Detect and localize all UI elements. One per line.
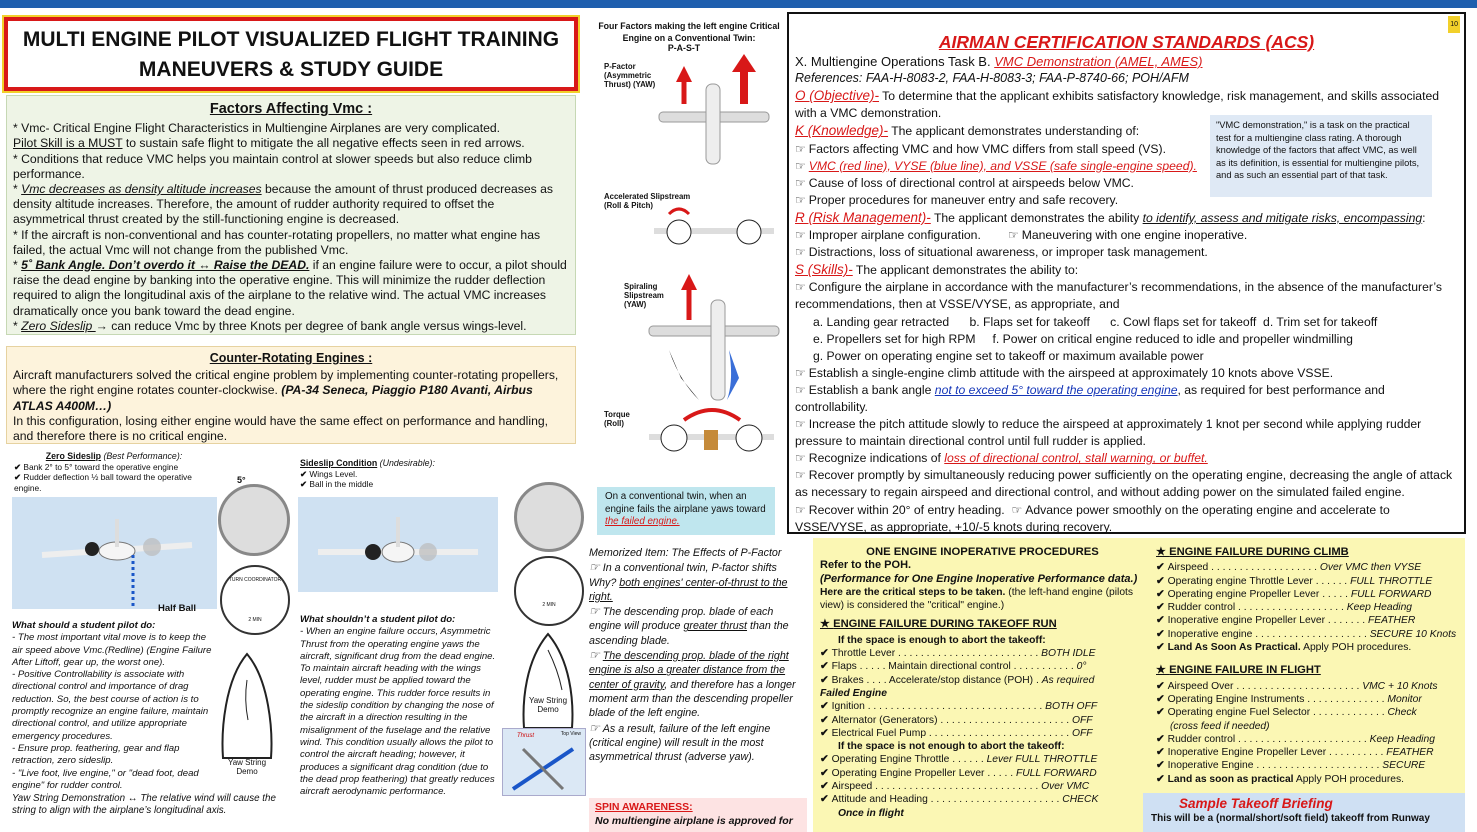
run-item-2-l: Flaps . . . . . Maintain directional control . . . . . . . . . . .	[831, 661, 1074, 673]
flight-crossfeed: (cross feed if needed)	[1170, 720, 1270, 732]
memo-l3	[589, 648, 807, 720]
acs-s1	[795, 279, 1458, 313]
factors-p3: * Conditions that reduce VMC helps you maintain control at slower speeds but also reduce climb performance.	[13, 151, 532, 181]
acs-s-label: S (Skills)-	[795, 262, 853, 278]
zero-sideslip-title-row	[14, 451, 214, 462]
factors-p4-rest: because the amount of thrust produced decreases as density altitude increases. Therefore, the amount of rudder authority required to offset the asymmetrical thrust created by the still-functioning engine is decreased.	[13, 182, 553, 227]
climb-item-6-r: SECURE 10 Knots	[1369, 628, 1457, 640]
briefing-text: This will be a (normal/short/soft field) takeoff from Runway	[1151, 813, 1430, 824]
four-factors-panel	[584, 20, 784, 466]
climb-item-2: ✔ Operating engine Throttle Lever . . . . . . FULL THROTTLE	[1156, 575, 1433, 587]
oei-steps-rest: (the left-hand engine (pilots view) is considered the "critical" engine.)	[820, 586, 1134, 612]
tc-label: TURN COORDINATOR	[228, 577, 282, 583]
bank-5-label: 5°	[237, 475, 246, 485]
climb-land-rest: Apply POH procedures.	[1300, 642, 1412, 654]
zs-item-1-text: Bank 2° to 5° toward the operative engine	[23, 461, 179, 472]
counter-rotating-p2: In this configuration, losing either engine would have the same effect on performance and handling, and therefore there is no critical engine.	[13, 413, 549, 444]
memo-l4	[589, 721, 807, 765]
acs-s2	[795, 365, 1458, 382]
acs-s-text: The applicant demonstrates the ability to:	[852, 263, 1079, 278]
climb-item-4-l: Rudder control . . . . . . . . . . . . . . . . . . .	[1167, 602, 1344, 614]
climb-item-6-l: Inoperative engine . . . . . . . . . . . . . . . . . . . .	[1167, 628, 1367, 640]
counter-rotating-heading: Counter-Rotating Engines :	[209, 351, 373, 365]
spin-awareness-panel	[589, 798, 807, 832]
sideslip-header	[300, 458, 510, 490]
yaw-string-label-left: Yaw String Demo	[227, 758, 267, 776]
factors-p7-rest: → can reduce Vmc by three Knots per degree of bank angle versus wings-level.	[95, 318, 527, 333]
acs-s3-b: , as required for best performance and controllability.	[795, 382, 1385, 414]
acs-s3-u: not to exceed 5° toward the operating engine	[934, 382, 1178, 397]
pointing-hand-icon: ☞	[795, 468, 806, 483]
sideslip-sub: (Undesirable):	[379, 458, 435, 468]
ne-item-1-r: Lever FULL THROTTLE	[986, 754, 1098, 766]
acs-r-item-3-text: Distractions, loss of situational awareness, or improper task management.	[808, 245, 1208, 260]
tc-min-label: 2 MIN	[248, 617, 262, 623]
flight-item-5-l: Inoperative Engine Propeller Lever . . . . . . . . . .	[1167, 747, 1384, 759]
cr-p1-text: Aircraft manufacturers solved the critical engine problem by implementing counter-rotating propellers, where the right engine rotates counter-clockwise.	[13, 368, 559, 398]
acs-s1-g: g. Power on operating engine set to takeoff or maximum available power	[813, 348, 1204, 363]
failed-item-2-l: Alternator (Generators) . . . . . . . . . . . . . . . . . . . . . . .	[831, 714, 1070, 726]
memo-heading: Memorized Item: The Effects of P-Factor	[589, 547, 782, 559]
factors-p6-u: 5˚ Bank Angle. Don’t overdo it ↔ Raise the DEAD.	[21, 258, 310, 273]
pointing-hand-icon: ☞	[795, 280, 806, 295]
acs-s6	[795, 467, 1458, 501]
flight-item-4-l: Rudder control . . . . . . . . . . . . . . . . . . . . . . .	[1167, 733, 1367, 745]
acs-skills	[795, 261, 1458, 279]
acs-k-item-1-text: Factors affecting VMC and how VMC differs from stall speed (VS).	[808, 141, 1166, 156]
torque-plane-icon	[644, 402, 779, 462]
flight-item-5: ✔ Inoperative Engine Propeller Lever . . . . . . . . . . FEATHER	[1156, 747, 1434, 759]
pointing-hand-icon: ☞	[795, 228, 806, 243]
sideslip-heading: Sideslip Condition	[300, 458, 378, 468]
zs-body-2: - Positive Controllability is associate with directional control and importance of drag reduction. So, the best course of action is to promptly recognize an engine failure, maintain directional control, and utilize appropriate emergency procedures.	[12, 669, 209, 742]
factors-vmc-panel	[6, 95, 576, 335]
ne-item-4-l: Attitude and Heading . . . . . . . . . . . . . . . . . . . . . . .	[831, 794, 1060, 806]
factors-vmc-heading: Factors Affecting Vmc :	[209, 101, 373, 117]
pointing-hand-icon: ☞	[1007, 228, 1019, 243]
flight-item-6-r: SECURE	[1382, 760, 1426, 772]
climb-item-6: ✔ Inoperative engine . . . . . . . . . . . . . . . . . . . . SECURE 10 Knots	[1156, 628, 1457, 640]
acs-s5-u: loss of directional control, stall warning, or buffet.	[944, 451, 1208, 466]
past-acronym: P-A-S-T	[667, 43, 701, 53]
flight-item-6-l: Inoperative Engine . . . . . . . . . . . . . . . . . . . . . .	[1167, 760, 1380, 772]
flight-item-1-r: VMC + 10 Knots	[1362, 680, 1438, 692]
failed-item-1-r: BOTH OFF	[1045, 701, 1098, 713]
ss-body: - When an engine failure occurs, Asymmetric Thrust from the operating engine yaws the aircraft, significant drug from the dead engine. To maintain aircraft heading with the wings level, rudder must be applied toward the operating engine. This rudder force results in the sideslip condition by changing the nose of the aircraft in a direction resulting in the misalignment of the fuselage and the relative wind. This condition usually allows the pilot to control the aircraft heading; however, it produces a significant drag condition (due to the dead prop feathering) that greatly reduces aircraft aerodynamic performance.	[300, 626, 496, 798]
run-item-3: ✔ Brakes . . . . Accelerate/stop distance (POH) . As required	[820, 674, 1095, 686]
failed-engine-note-red: the failed engine.	[605, 516, 680, 528]
failed-engine-heading: Failed Engine	[820, 687, 887, 699]
cr-p1-examples: (PA-34 Seneca, Piaggio P180 Avanti, Airbus ATLAS A400M…)	[13, 383, 533, 413]
factors-p7-u: Zero Sideslip	[21, 318, 96, 333]
acs-s7-a: Recover within 20° of entry heading.	[808, 502, 1005, 517]
failed-item-3-r: OFF	[1071, 727, 1093, 739]
acs-s1-e: e. Propellers set for high RPM f. Power on critical engine reduced to idle and propeller windmilling	[813, 331, 1353, 346]
pointing-hand-icon: ☞	[589, 720, 600, 735]
climb-item-1: ✔ Airspeed . . . . . . . . . . . . . . . . . . . Over VMC then VYSE	[1156, 562, 1422, 574]
attitude-indicator-level-icon	[514, 482, 584, 552]
acs-risk: R (Risk Management)- The applicant demonstrates the ability to identify, assess and mitigate risks, encompassing:	[795, 209, 1426, 225]
zs-live-dead: - "Live foot, live engine," or "dead foot, dead engine" for rudder control.	[12, 767, 199, 791]
sideslip-item-1: ✔ Wings Level.	[300, 468, 358, 479]
pointing-hand-icon: ☞	[795, 158, 806, 173]
tc2-min-label: 2 MIN	[542, 602, 556, 608]
yaw-string-icon	[217, 650, 277, 760]
failed-item-2-r: OFF	[1071, 714, 1093, 726]
flight-land: ✔ Land as soon as practical Apply POH procedures.	[1156, 773, 1405, 785]
ne-item-2-r: FULL FORWARD	[1015, 767, 1097, 779]
flight-item-1-l: Airspeed Over . . . . . . . . . . . . . . . . . . . . . .	[1167, 680, 1360, 692]
pointing-hand-icon: ☞	[795, 175, 806, 190]
turn-coordinator-level-icon	[514, 556, 584, 626]
memo-l4-text: As a result, failure of the left engine (critical engine) will result in the most asymmetrical thrust (adverse yaw).	[589, 722, 771, 764]
pointing-hand-icon: ☞	[589, 648, 600, 663]
sideslip-title-row	[300, 458, 510, 469]
acs-r-items-1-2	[795, 227, 1458, 244]
acs-k-item-2-text: VMC (red line), VYSE (blue line), and VSSE (safe single-engine speed).	[808, 158, 1197, 173]
zs-item-2-text: Rudder deflection ½ ball toward the operative engine.	[14, 472, 192, 493]
torque-label: Torque (Roll)	[604, 410, 630, 428]
ne-item-1-l: Operating Engine Throttle . . . . . .	[831, 754, 984, 766]
slipstream-plane-icon	[649, 200, 779, 260]
flight-item-2: ✔ Operating Engine Instruments . . . . . . . . . . . . . . Monitor	[1156, 693, 1422, 705]
counter-rotating-panel	[6, 346, 576, 444]
memorized-item-panel	[589, 546, 807, 764]
factors-p7: * Zero Sideslip → can reduce Vmc by three Knots per degree of bank angle versus wings-level.	[13, 318, 527, 333]
acs-k-label: K (Knowledge)-	[795, 123, 889, 139]
run-item-2: ✔ Flaps . . . . . Maintain directional control . . . . . . . . . . . 0°	[820, 661, 1087, 673]
climb-item-1-r: Over VMC then VYSE	[1319, 562, 1422, 574]
climb-item-5-r: FEATHER	[1367, 615, 1416, 627]
ne-item-2-l: Operating Engine Propeller Lever . . . . .	[831, 767, 1014, 779]
flight-item-3: ✔ Operating engine Fuel Selector . . . . . . . . . . . . . Check	[1156, 707, 1417, 719]
ne-item-2: ✔ Operating Engine Propeller Lever . . . . . FULL FORWARD	[820, 767, 1097, 779]
acs-r-item-1-text: Improper airplane configuration.	[808, 228, 981, 243]
flight-item-6: ✔ Inoperative Engine . . . . . . . . . . . . . . . . . . . . . . SECURE	[1156, 760, 1426, 772]
flight-item-4-r: Keep Heading	[1369, 733, 1435, 745]
acs-r-u: to identify, assess and mitigate risks, encompassing	[1142, 210, 1423, 225]
oei-steps-b: Here are the critical steps to be taken.	[820, 586, 1006, 598]
failed-item-1-l: Ignition . . . . . . . . . . . . . . . . . . . . . . . . . . . . . . .	[831, 701, 1043, 713]
ss-item-2-text: Ball in the middle	[309, 479, 374, 490]
climb-land-b: Land As Soon As Practical.	[1167, 642, 1301, 654]
pointing-hand-icon: ☞	[1011, 502, 1023, 517]
climb-land: ✔ Land As Soon As Practical. Apply POH procedures.	[1156, 642, 1412, 654]
failed-item-3-l: Electrical Fuel Pump . . . . . . . . . . . . . . . . . . . . . . . . .	[831, 727, 1070, 739]
oei-enough: If the space is enough to abort the takeoff:	[838, 634, 1046, 646]
ne-item-4-r: CHECK	[1062, 794, 1099, 806]
zero-sideslip-sub: (Best Performance):	[103, 451, 183, 461]
zero-sideslip-heading: Zero Sideslip	[45, 451, 102, 461]
flight-item-1: ✔ Airspeed Over . . . . . . . . . . . . . . . . . . . . . . VMC + 10 Knots	[1156, 680, 1438, 692]
half-ball-label: Half Ball	[158, 603, 197, 614]
yaw-string-icon-2	[518, 630, 578, 730]
acs-s1-a: a. Landing gear retracted b. Flaps set for takeoff c. Cowl flaps set for takeoff d. Trim set for takeoff	[813, 314, 1378, 329]
sideslip-plane-image	[298, 497, 498, 592]
acs-s3-a: Establish a bank angle	[808, 382, 935, 397]
flight-title: ENGINE FAILURE IN FLIGHT	[1169, 664, 1321, 677]
acs-s4	[795, 416, 1458, 450]
page-number: 10	[1448, 16, 1460, 33]
factors-p1: * Vmc- Critical Engine Flight Characteristics in Multiengine Airplanes are very complicated.	[13, 121, 501, 136]
flight-item-3-r: Check	[1387, 707, 1417, 719]
climb-item-1-l: Airspeed . . . . . . . . . . . . . . . . . . .	[1167, 562, 1317, 574]
pointing-hand-icon: ☞	[795, 451, 806, 466]
pointing-hand-icon: ☞	[795, 245, 806, 260]
climb-item-3-l: Operating engine Propeller Lever . . . . .	[1167, 588, 1348, 600]
oei-column-right	[1156, 546, 1466, 786]
takeoff-briefing-panel	[1143, 793, 1465, 832]
memo-l3-b: , and therefore has a longer moment arm than the descending propeller blade of the left engine.	[589, 678, 796, 720]
factors-p6-rest: if an engine failure were to occur, a pilot should raise the dead engine by banking into the operative engine. This will minimize the rudder deflection required to align the longitudinal axis of the airplane to the relative wind. The actual VMC increases dramatically once you bank toward the dead engine.	[13, 258, 567, 318]
title-line-1: MULTI ENGINE PILOT VISUALIZED FLIGHT TRAINING	[22, 28, 560, 51]
acs-k-text: The applicant demonstrates understanding of:	[888, 124, 1140, 139]
ne-item-3: ✔ Airspeed . . . . . . . . . . . . . . . . . . . . . . . . . . . . . Over VMC	[820, 781, 1090, 793]
climb-item-5: ✔ Inoperative engine Propeller Lever . . . . . . . FEATHER	[1156, 615, 1416, 627]
zs-yaw-demo: Yaw String Demonstration ↔ The relative wind will cause the string to align with the airplane’s longitudinal axis.	[12, 793, 276, 817]
takeoff-run-title: ENGINE FAILURE DURING TAKEOFF RUN	[833, 618, 1057, 631]
pointing-hand-icon: ☞	[795, 502, 806, 517]
briefing-heading: Sample Takeoff Briefing	[1179, 796, 1333, 811]
flight-item-2-l: Operating Engine Instruments . . . . . . . . . . . . . .	[1167, 693, 1385, 705]
pointing-hand-icon: ☞	[589, 560, 600, 575]
acs-title: AIRMAN CERTIFICATION STANDARDS (ACS)	[938, 32, 1315, 52]
acs-s7	[795, 502, 1458, 536]
flight-item-4: ✔ Rudder control . . . . . . . . . . . . . . . . . . . . . . . Keep Heading	[1156, 733, 1435, 745]
pfactor-plane-icon	[644, 54, 784, 174]
slipstream-label: Accelerated Slipstream (Roll & Pitch)	[604, 192, 691, 210]
top-view-image	[502, 728, 586, 796]
failed-engine-note	[597, 487, 775, 535]
flight-item-5-r: FEATHER	[1386, 747, 1434, 759]
vmc-demo-note: "VMC demonstration," is a task on the practical test for a multiengine class rating. A thorough knowledge of the factors that affect VMC, as well as its definition, is essential for multiengine pilots, and as such an essential part of that task.	[1210, 115, 1432, 197]
sideslip-item-2: ✔ Ball in the middle	[300, 479, 374, 490]
climb-heading: ★ ENGINE FAILURE DURING CLIMB	[1156, 546, 1349, 558]
factors-p2-u: Pilot Skill is a MUST	[13, 136, 123, 151]
oei-refer: Refer to the POH.	[820, 559, 912, 572]
sideslip-text	[300, 614, 498, 798]
flight-item-2-r: Monitor	[1387, 693, 1422, 705]
run-item-1-r: BOTH IDLE	[1041, 648, 1096, 660]
ne-item-3-l: Airspeed . . . . . . . . . . . . . . . . . . . . . . . . . . . . .	[831, 781, 1039, 793]
zero-sideslip-text	[12, 620, 212, 792]
zero-sideslip-header	[14, 451, 214, 493]
ss-question: What shouldn’t a student pilot do:	[300, 614, 456, 625]
spin-heading: SPIN AWARENESS:	[595, 801, 693, 813]
factors-p2	[13, 136, 569, 151]
acs-s1-text: Configure the airplane in accordance with the manufacturer’s recommendations, in the absence of the manufacturer’s recommendations, then at VSSE/VYSE, as appropriate, and	[795, 280, 1442, 312]
acs-s4-text: Increase the pitch attitude slowly to reduce the airspeed at approximately 1 knot per second while applying rudder pressure to maintain directional control until full rudder is applied.	[795, 417, 1422, 449]
run-item-1-l: Throttle Lever . . . . . . . . . . . . . . . . . . . . . . . . .	[831, 648, 1039, 660]
ne-item-1: ✔ Operating Engine Throttle . . . . . . Lever FULL THROTTLE	[820, 754, 1098, 766]
acs-task-prefix: X. Multiengine Operations Task B.	[795, 54, 995, 70]
memo-l2-b: than the ascending blade.	[589, 620, 789, 647]
zero-sideslip-item-1: ✔ Bank 2° to 5° toward the operative engine	[14, 461, 179, 472]
flight-land-b: Land as soon as practical	[1167, 773, 1294, 785]
title-line-2: MANEUVERS & STUDY GUIDE	[138, 58, 444, 81]
pointing-hand-icon: ☞	[795, 192, 806, 207]
top-bar	[0, 0, 1477, 8]
acs-r-label: R (Risk Management)-	[795, 209, 931, 225]
memo-l2-text: The descending prop. blade of each engine will produce	[589, 606, 774, 633]
memo-l3-u: The descending prop. blade of the right engine is also a greater distance from the center of gravity	[589, 650, 789, 691]
run-item-3-r: As required	[1041, 674, 1095, 686]
flight-item-3-l: Operating engine Fuel Selector . . . . . . . . . . . . .	[1167, 707, 1385, 719]
factors-p6: * 5˚ Bank Angle. Don’t overdo it ↔ Raise the DEAD. if an engine failure were to occur, a pilot should raise the dead engine by banking into the operative engine. This will minimize the rudder deflection required to align the longitudinal axis of the airplane to the relative wind. The actual VMC increases dramatically once you bank toward the dead engine.	[13, 258, 567, 318]
yaw-string-label-right: Yaw String Demo	[528, 696, 568, 714]
acs-task-red: VMC Demonstration (AMEL, AMES)	[994, 54, 1203, 70]
acs-references: References: FAA-H-8083-2, FAA-H-8083-3; FAA-P-8740-66; POH/AFM	[795, 71, 1189, 86]
climb-item-4-r: Keep Heading	[1346, 602, 1413, 614]
spiral-plane-icon	[619, 270, 784, 410]
zs-body-1: - The most important vital move is to keep the air speed above Vmc.(Redline) (Engine Failure After Liftoff, gear up, the worst one).	[12, 632, 212, 668]
pointing-hand-icon: ☞	[795, 365, 806, 380]
acs-k-item-3-text: Cause of loss of directional control at airspeeds below VMC.	[808, 175, 1134, 190]
guide-title	[4, 17, 578, 91]
takeoff-run-heading: ★ ENGINE FAILURE DURING TAKEOFF RUN	[820, 618, 1057, 631]
acs-s5-a: Recognize indications of	[808, 451, 945, 466]
acs-s2-text: Establish a single-engine climb attitude with the airspeed at approximately 10 knots above VSSE.	[808, 365, 1334, 380]
memo-l1	[589, 560, 807, 604]
factors-p4-u: Vmc decreases as density altitude increases	[21, 182, 262, 197]
zero-sideslip-plane-image	[12, 497, 217, 609]
acs-s7-b: Advance power smoothly on the operating engine and accelerate to VSSE/VYSE, as appropriate, +10/-5 knots during recovery.	[795, 502, 1390, 534]
zs-body-3: - Ensure prop. feathering, gear and flap retraction, zero sideslip.	[12, 742, 180, 767]
flight-land-rest: Apply POH procedures.	[1293, 773, 1405, 785]
top-view-label: Top View	[560, 731, 581, 737]
climb-item-3-r: FULL FORWARD	[1350, 588, 1432, 600]
oei-column-left	[820, 546, 1145, 820]
pointing-hand-icon: ☞	[795, 141, 806, 156]
pfactor-label: P-Factor (Asymmetric Thrust) (YAW)	[604, 62, 656, 89]
pointing-hand-icon: ☞	[795, 417, 806, 432]
acs-panel	[787, 12, 1466, 534]
run-item-2-r: 0°	[1076, 661, 1087, 673]
ss-item-1-text: Wings Level.	[309, 468, 358, 479]
flight-heading: ★ ENGINE FAILURE IN FLIGHT	[1156, 664, 1321, 677]
climb-item-4: ✔ Rudder control . . . . . . . . . . . . . . . . . . . Keep Heading	[1156, 602, 1413, 614]
memo-l2	[589, 604, 807, 648]
oei-perf: (Performance for One Engine Inoperative Performance data.)	[820, 572, 1138, 585]
climb-item-2-l: Operating engine Throttle Lever . . . . . .	[1167, 575, 1348, 587]
climb-item-5-l: Inoperative engine Propeller Lever . . . . . . .	[1167, 615, 1366, 627]
failed-item-2: ✔ Alternator (Generators) . . . . . . . . . . . . . . . . . . . . . . . OFF	[820, 714, 1093, 726]
oei-not-enough: If the space is not enough to abort the takeoff:	[838, 741, 1065, 753]
turn-coordinator-icon	[220, 565, 290, 635]
acs-s6-text: Recover promptly by simultaneously reducing power sufficiently on the operating engine, decreasing the angle of attack as necessary to regain airspeed and directional control, and without adding power on the simulated failed engine.	[795, 468, 1453, 500]
counter-rotating-p1	[13, 368, 569, 414]
twin-plane-level-icon	[298, 497, 498, 592]
four-factors-heading: Four Factors making the left engine Critical Engine on a Conventional Twin:	[598, 21, 780, 43]
acs-k-item-4-text: Proper procedures for maneuver entry and safe recovery.	[808, 192, 1119, 207]
spiral-label: Spiraling Slipstream (YAW)	[624, 282, 664, 309]
climb-item-3: ✔ Operating engine Propeller Lever . . . . . FULL FORWARD	[1156, 588, 1432, 600]
acs-s5	[795, 450, 1458, 467]
oei-once: Once in flight	[838, 807, 904, 819]
pointing-hand-icon: ☞	[795, 382, 806, 397]
acs-task	[795, 53, 1458, 70]
factors-p2-rest: to sustain safe flight to mitigate the all negative effects seen in red arrows.	[122, 136, 525, 151]
acs-r-text: The applicant demonstrates the ability	[930, 210, 1143, 225]
ne-item-4: ✔ Attitude and Heading . . . . . . . . . . . . . . . . . . . . . . . CHECK	[820, 794, 1099, 806]
acs-s3	[795, 382, 1458, 416]
attitude-indicator-icon	[218, 484, 290, 556]
twin-plane-icon	[12, 497, 217, 609]
zs-question: What should a student pilot do:	[12, 620, 156, 631]
oei-heading: ONE ENGINE INOPERATIVE PROCEDURES	[866, 546, 1099, 558]
spin-text: No multiengine airplane is approved for	[595, 815, 793, 827]
run-item-3-l: Brakes . . . . Accelerate/stop distance (POH) .	[831, 674, 1039, 686]
oei-steps	[820, 586, 1145, 613]
memo-l1-text: In a conventional twin, P-factor shifts Why?	[589, 562, 777, 589]
acs-r-item-3	[795, 244, 1458, 261]
factors-p5: * If the aircraft is non-conventional and has counter-rotating propellers, no matter what engine has failed, the actual Vmc will not change from the published Vmc.	[13, 227, 541, 257]
climb-title: ENGINE FAILURE DURING CLIMB	[1169, 546, 1349, 558]
failed-item-1: ✔ Ignition . . . . . . . . . . . . . . . . . . . . . . . . . . . . . . . BOTH OFF	[820, 701, 1098, 713]
pointing-hand-icon: ☞	[589, 604, 600, 619]
acs-o-label: O (Objective)-	[795, 88, 880, 104]
memo-l1-u: both engines' center-of-thrust to the right.	[589, 576, 788, 603]
factors-p4: * Vmc decreases as density altitude increases because the amount of thrust produced decreases as density altitude increases. Therefore, the amount of rudder authority required to offset the asymmetrical thrust created by the still-functioning engine is decreased.	[13, 182, 553, 227]
ne-item-3-r: Over VMC	[1041, 781, 1090, 793]
run-item-1: ✔ Throttle Lever . . . . . . . . . . . . . . . . . . . . . . . . . BOTH IDLE	[820, 648, 1096, 660]
zero-sideslip-item-2: ✔ Rudder deflection ½ ball toward the operative engine.	[14, 472, 192, 493]
acs-r-item-2-text: Maneuvering with one engine inoperative.	[1021, 228, 1248, 243]
failed-item-3: ✔ Electrical Fuel Pump . . . . . . . . . . . . . . . . . . . . . . . . . OFF	[820, 727, 1093, 739]
memo-l2-u: greater thrust	[683, 620, 748, 633]
climb-item-2-r: FULL THROTTLE	[1350, 575, 1433, 587]
failed-engine-note-text: On a conventional twin, when an engine fails the airplane yaws toward	[605, 491, 766, 515]
thrust-label: Thrust	[517, 733, 535, 739]
acs-o-text: To determine that the applicant exhibits satisfactory knowledge, risk management, and skills associated with a VMC demonstration.	[795, 89, 1440, 121]
